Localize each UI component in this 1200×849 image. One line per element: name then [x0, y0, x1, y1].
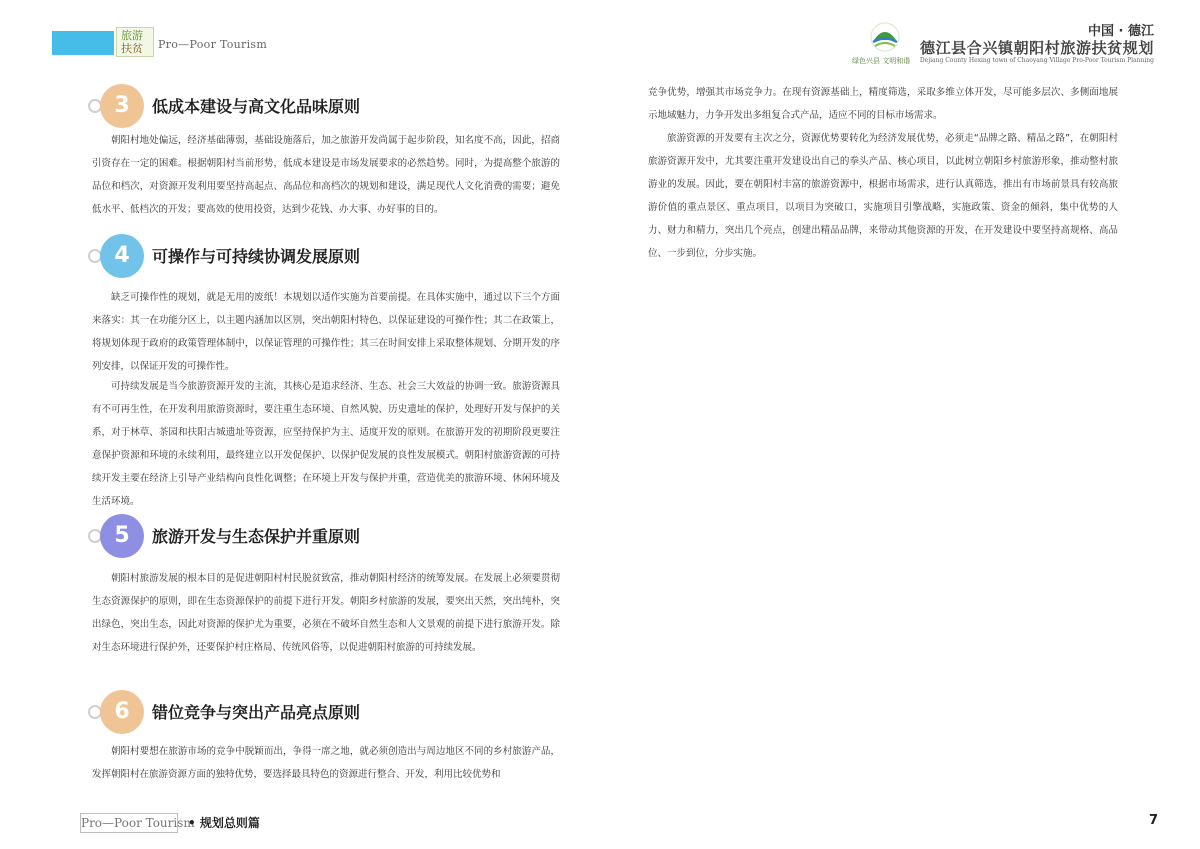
header-accent-bar — [52, 31, 114, 55]
section-6-paragraph-1: 朝阳村要想在旅游市场的竞争中脱颖而出，争得一席之地，就必须创造出与周边地区不同的乡村旅游产品，发挥朝阳村在旅游资源方面的独特优势，要选择最具特色的资源进行整合、开发，利用比较优势和 — [92, 746, 560, 780]
logo-line-1: 旅游 — [121, 29, 143, 42]
section-6-heading — [88, 690, 568, 734]
section-3-heading — [88, 84, 568, 128]
section-5-paragraph-1: 朝阳村旅游发展的根本目的是促进朝阳村村民脱贫致富，推动朝阳村经济的统筹发展。在发展上必须要贯彻生态资源保护的原则，即在生态资源保护的前提下进行开发。朝阳乡村旅游的发展，要突出天然，突出纯朴，突出绿色，突出生态，因此对资源的保护尤为重要，必须在不破坏自然生态和人文景观的前提下进行旅游开发。除对生态环境进行保护外，还要保护村庄格局、传统风俗等，以促进朝阳村旅游的可持续发展。 — [92, 573, 560, 653]
section-5-heading — [88, 514, 568, 558]
section-number-badge: 4 — [100, 234, 144, 278]
header-plan-title: 德江县合兴镇朝阳村旅游扶贫规划 — [919, 39, 1154, 57]
section-title: 错位竞争与突出产品亮点原则 — [152, 703, 361, 722]
section-number-badge: 3 — [100, 84, 144, 128]
header-slogan: 绿色兴县 文明和谐 — [852, 57, 911, 65]
section-4-paragraph-1: 缺乏可操作性的规划，就是无用的废纸！本规划以适作实施为首要前提。在具体实施中，通过以下三个方面来落实：其一在功能分区上，以主题内涵加以区别，突出朝阳村特色，以保证建设的可操作性；其二在政策上，将规划体现于政府的政策管理体制中，以保证管理的可操作性；其三在时间安排上采取整体规划、分期开发的序列安排，以保证开发的可操作性。 — [92, 292, 560, 372]
section-number-badge: 5 — [100, 514, 144, 558]
header-left-title: Pro—Poor Tourism — [158, 38, 268, 51]
section-4-paragraph-2: 可持续发展是当今旅游资源开发的主流，其核心是追求经济、生态、社会三大效益的协调一致。旅游资源具有不可再生性，在开发利用旅游资源时，要注重生态环境、自然风貌、历史遗址的保护，处理好开发与保护的关系，对于林草、茶园和扶阳古城遗址等资源，应坚持保护为主、适度开发的原则。在旅游开发的初期阶段更要注意保护资源和环境的永续利用，最终建立以开发促保护、以保护促发展的良性发展模式。朝阳村旅游资源的可持续开发主要在经济上引导产业结构向良性化调整；在环境上开发与保护并重，营造优美的旅游环境、休闲环境及生活环境。 — [92, 381, 560, 507]
section-title: 旅游开发与生态保护并重原则 — [152, 527, 361, 546]
village-emblem-icon — [870, 22, 900, 52]
header-country: 中国 · 德江 — [1088, 24, 1154, 39]
header-logo — [116, 27, 154, 57]
right-column-paragraph-1: 竞争优势，增强其市场竞争力。在现有资源基础上，精度筛选，采取多维立体开发，尽可能多层次、多侧面地展示地域魅力，力争开发出多组复合式产品，适应不同的目标市场需求。 — [648, 87, 1118, 121]
section-3-paragraph-1: 朝阳村地处偏远，经济基础薄弱，基础设施落后，加之旅游开发尚属于起步阶段，知名度不高，因此，招商引资存在一定的困难。根据朝阳村当前形势，低成本建设是市场发展要求的必然趋势。同时，为提高整个旅游的品位和档次，对资源开发利用要坚持高起点、高品位和高档次的规划和建设，满足现代人文化消费的需要；避免低水平、低档次的开发；要高效的使用投资，达到少花钱、办大事、办好事的目的。 — [92, 135, 560, 215]
page-number: 7 — [1148, 813, 1158, 828]
section-4-heading — [88, 234, 568, 278]
section-title: 低成本建设与高文化品味原则 — [152, 97, 361, 116]
logo-line-2: 扶贫 — [121, 42, 143, 55]
footer-section-label: • 规划总则篇 — [188, 816, 260, 830]
section-title: 可操作与可持续协调发展原则 — [152, 247, 361, 266]
section-number-badge: 6 — [100, 690, 144, 734]
header-english-title: Dejiang County Hexing town of Chaoyang Village Pro-Poor Tourism Planning — [919, 57, 1154, 64]
right-column-paragraph-2: 旅游资源的开发要有主次之分，资源优势要转化为经济发展优势，必须走“品牌之路、精品之路”，在朝阳村旅游资源开发中，尤其要注重开发建设出自己的拳头产品、核心项目，以此树立朝阳乡村旅游形象，推动整村旅游业的发展。因此，要在朝阳村丰富的旅游资源中，根据市场需求，进行认真筛选，推出有市场前景具有较高旅游价值的重点景区、重点项目，以项目为突破口，实施项目引擎战略，实施政策、资金的倾斜，集中优势的人力、财力和精力，突出几个亮点，创建出精品品牌，来带动其他资源的开发，在开发建设中要坚持高规格、高品位、一步到位，分步实施。 — [648, 133, 1118, 259]
footer-brand-box: Pro—Poor Tourism — [80, 813, 178, 833]
